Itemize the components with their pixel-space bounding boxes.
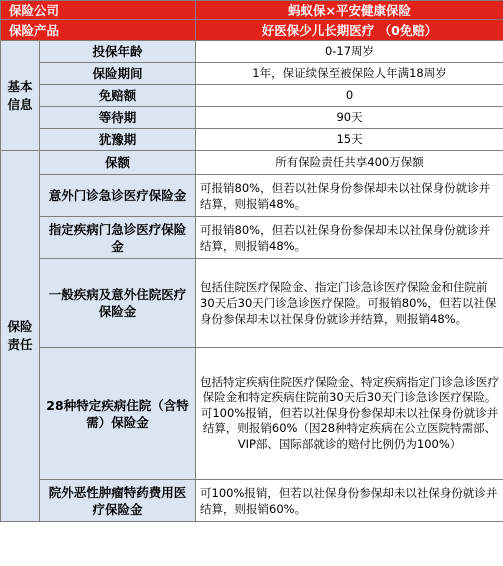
coverage-row-disease-outpatient xyxy=(1,217,503,259)
coverage-label-general-inpatient: 一般疾病及意外住院医疗保险金 xyxy=(40,259,196,348)
basic-value-deductible: 0 xyxy=(196,85,503,107)
coverage-row-cancer-drug xyxy=(1,480,503,522)
basic-label-hesitation: 犹豫期 xyxy=(40,129,196,151)
basic-label-waiting: 等待期 xyxy=(40,107,196,129)
company-label: 保险公司 xyxy=(1,1,196,20)
coverage-row-special-disease xyxy=(1,348,503,480)
basic-row-deductible xyxy=(1,85,503,107)
product-label: 保险产品 xyxy=(1,20,196,41)
coverage-value-cancer-drug: 可100%报销，但若以社保身份参保却未以社保身份就诊并结算，则报销60%。 xyxy=(196,480,503,522)
coverage-label-disease-outpatient: 指定疾病门急诊医疗保险金 xyxy=(40,217,196,259)
coverage-label-amount: 保额 xyxy=(40,151,196,175)
coverage-value-accident-outpatient: 可报销80%，但若以社保身份参保却未以社保身份就诊并结算，则报销48%。 xyxy=(196,175,503,217)
product-row xyxy=(1,20,503,41)
basic-label-period: 保险期间 xyxy=(40,63,196,85)
coverage-row-accident-outpatient xyxy=(1,175,503,217)
coverage-value-general-inpatient: 包括住院医疗保险金、指定门诊急诊医疗保险金和住院前30天后30天门诊急诊医疗保险。可报销80%，但若以社保身份参保却未以社保身份就诊并结算，则报销48%。 xyxy=(196,259,503,348)
coverage-value-special-disease: 包括特定疾病住院医疗保险金、特定疾病指定门诊急诊医疗保险金和特定疾病住院前30天后30天门诊急诊医疗保险。可100%报销，但若以社保身份参保却未以社保身份就诊并结算，则报销60%（因28种特定疾病在公立医院特需部、VIP部、国际部就诊的赔付比例仍为100%） xyxy=(196,348,503,480)
basic-row-age xyxy=(1,41,503,63)
coverage-label-accident-outpatient: 意外门诊急诊医疗保险金 xyxy=(40,175,196,217)
basic-value-waiting: 90天 xyxy=(196,107,503,129)
basic-label-age: 投保年龄 xyxy=(40,41,196,63)
basic-value-hesitation: 15天 xyxy=(196,129,503,151)
basic-row-period xyxy=(1,63,503,85)
coverage-row-general-inpatient xyxy=(1,259,503,348)
basic-row-hesitation xyxy=(1,129,503,151)
coverage-label-cancer-drug: 院外恶性肿瘤特药费用医疗保险金 xyxy=(40,480,196,522)
coverage-value-disease-outpatient: 可报销80%，但若以社保身份参保却未以社保身份就诊并结算，则报销48%。 xyxy=(196,217,503,259)
product-value: 好医保少儿长期医疗 （0免赔） xyxy=(196,20,503,41)
company-value: 蚂蚁保×平安健康保险 xyxy=(196,1,503,20)
basic-info-category: 基本信息 xyxy=(1,41,40,151)
basic-value-period: 1年，保证续保至被保险人年满18周岁 xyxy=(196,63,503,85)
coverage-category: 保险责任 xyxy=(1,151,40,522)
company-row xyxy=(1,1,503,20)
basic-row-waiting xyxy=(1,107,503,129)
coverage-label-special-disease: 28种特定疾病住院（含特需）保险金 xyxy=(40,348,196,480)
coverage-row-amount xyxy=(1,151,503,175)
basic-value-age: 0-17周岁 xyxy=(196,41,503,63)
basic-label-deductible: 免赔额 xyxy=(40,85,196,107)
coverage-value-amount: 所有保险责任共享400万保额 xyxy=(196,151,503,175)
